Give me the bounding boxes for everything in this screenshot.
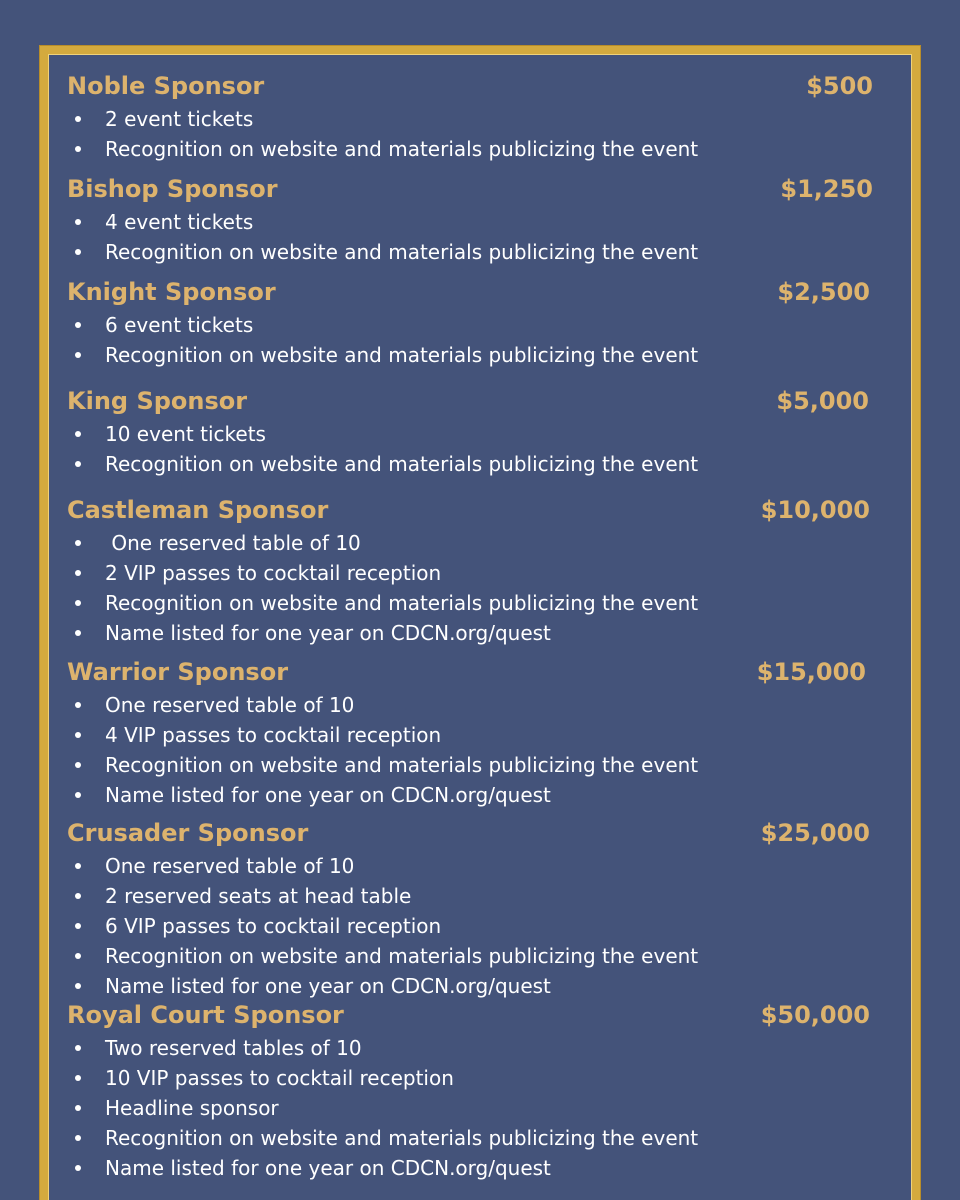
bullet-icon — [75, 762, 81, 768]
sponsor-tier — [67, 173, 873, 267]
benefit-text: Headline sponsor — [105, 1096, 279, 1120]
sponsor-tier — [67, 276, 873, 370]
benefit-text: Two reserved tables of 10 — [105, 1036, 362, 1060]
benefit-item — [67, 207, 873, 237]
sponsor-tier — [67, 817, 873, 1001]
bullet-icon — [75, 249, 81, 255]
benefit-item — [67, 720, 873, 750]
benefit-text: One reserved table of 10 — [105, 531, 361, 555]
bullet-icon — [75, 322, 81, 328]
tier-price: $1,250 — [780, 175, 873, 203]
bullet-icon — [75, 630, 81, 636]
benefit-text: 2 event tickets — [105, 107, 254, 131]
tier-header — [67, 494, 873, 528]
benefit-item — [67, 449, 873, 479]
tier-price: $5,000 — [776, 387, 869, 415]
sponsor-tier — [67, 385, 873, 479]
bullet-icon — [75, 1075, 81, 1081]
sponsor-tier — [67, 494, 873, 648]
tier-price: $50,000 — [760, 1001, 870, 1029]
bullet-icon — [75, 953, 81, 959]
benefit-list — [67, 1033, 873, 1183]
benefit-text: Name listed for one year on CDCN.org/quest — [105, 1156, 551, 1180]
benefit-text: Recognition on website and materials publicizing the event — [105, 753, 699, 777]
benefit-text: Recognition on website and materials publicizing the event — [105, 591, 699, 615]
benefit-text: Name listed for one year on CDCN.org/quest — [105, 974, 551, 998]
benefit-item — [67, 104, 873, 134]
benefit-text: Recognition on website and materials publicizing the event — [105, 137, 699, 161]
bullet-icon — [75, 1165, 81, 1171]
benefit-item — [67, 310, 873, 340]
benefit-item — [67, 941, 873, 971]
tier-price: $15,000 — [756, 658, 866, 686]
benefit-item — [67, 340, 873, 370]
benefit-text: Recognition on website and materials publicizing the event — [105, 240, 699, 264]
tier-header — [67, 276, 873, 310]
benefit-text: Recognition on website and materials publicizing the event — [105, 1126, 699, 1150]
bullet-icon — [75, 792, 81, 798]
benefit-item — [67, 1093, 873, 1123]
benefit-list — [67, 207, 873, 267]
benefit-text: 6 event tickets — [105, 313, 254, 337]
benefit-item — [67, 1033, 873, 1063]
bullet-icon — [75, 983, 81, 989]
benefit-text: 4 event tickets — [105, 210, 254, 234]
benefit-item — [67, 237, 873, 267]
bullet-icon — [75, 863, 81, 869]
tier-name: King Sponsor — [67, 387, 248, 415]
benefit-item — [67, 558, 873, 588]
benefit-item — [67, 588, 873, 618]
bullet-icon — [75, 431, 81, 437]
tier-price: $2,500 — [777, 278, 870, 306]
benefit-text: 2 VIP passes to cocktail reception — [105, 561, 442, 585]
benefit-text: 10 VIP passes to cocktail reception — [105, 1066, 454, 1090]
benefit-text: 2 reserved seats at head table — [105, 884, 412, 908]
benefit-item — [67, 419, 873, 449]
benefit-text: Recognition on website and materials publicizing the event — [105, 452, 699, 476]
bullet-icon — [75, 540, 81, 546]
sponsor-tier — [67, 656, 873, 810]
tier-name: Noble Sponsor — [67, 72, 265, 100]
tier-name: Knight Sponsor — [67, 278, 276, 306]
bullet-icon — [75, 116, 81, 122]
tier-name: Bishop Sponsor — [67, 175, 278, 203]
bullet-icon — [75, 1105, 81, 1111]
tier-name: Warrior Sponsor — [67, 658, 289, 686]
benefit-item — [67, 750, 873, 780]
benefit-text: 10 event tickets — [105, 422, 266, 446]
bullet-icon — [75, 1135, 81, 1141]
benefit-list — [67, 310, 873, 370]
sponsor-tier — [67, 70, 873, 164]
bullet-icon — [75, 893, 81, 899]
benefit-item — [67, 1123, 873, 1153]
benefit-item — [67, 780, 873, 810]
bullet-icon — [75, 1045, 81, 1051]
tier-header — [67, 385, 873, 419]
benefit-item — [67, 911, 873, 941]
bullet-icon — [75, 732, 81, 738]
tier-price: $10,000 — [760, 496, 870, 524]
benefit-item — [67, 881, 873, 911]
benefit-list — [67, 690, 873, 810]
benefit-item — [67, 618, 873, 648]
benefit-item — [67, 134, 873, 164]
benefit-item — [67, 1153, 873, 1183]
tier-price: $25,000 — [760, 819, 870, 847]
benefit-item — [67, 971, 873, 1001]
bullet-icon — [75, 600, 81, 606]
benefit-item — [67, 690, 873, 720]
bullet-icon — [75, 461, 81, 467]
bullet-icon — [75, 219, 81, 225]
tier-name: Royal Court Sponsor — [67, 1001, 344, 1029]
tier-header — [67, 70, 873, 104]
bullet-icon — [75, 923, 81, 929]
benefit-list — [67, 528, 873, 648]
tier-name: Crusader Sponsor — [67, 819, 309, 847]
tier-header — [67, 173, 873, 207]
bullet-icon — [75, 352, 81, 358]
benefit-list — [67, 851, 873, 1001]
benefit-item — [67, 528, 873, 558]
benefit-item — [67, 1063, 873, 1093]
bullet-icon — [75, 702, 81, 708]
benefit-text: 6 VIP passes to cocktail reception — [105, 914, 442, 938]
sponsor-tier — [67, 999, 873, 1183]
benefit-text: Recognition on website and materials publicizing the event — [105, 343, 699, 367]
benefit-text: 4 VIP passes to cocktail reception — [105, 723, 442, 747]
tier-header — [67, 656, 873, 690]
benefit-list — [67, 419, 873, 479]
benefit-item — [67, 851, 873, 881]
benefit-text: Recognition on website and materials publicizing the event — [105, 944, 699, 968]
tier-header — [67, 999, 873, 1033]
bullet-icon — [75, 570, 81, 576]
bullet-icon — [75, 146, 81, 152]
tier-price: $500 — [806, 72, 873, 100]
tier-name: Castleman Sponsor — [67, 496, 329, 524]
benefit-text: One reserved table of 10 — [105, 854, 355, 878]
benefit-text: Name listed for one year on CDCN.org/quest — [105, 783, 551, 807]
benefit-list — [67, 104, 873, 164]
benefit-text: Name listed for one year on CDCN.org/quest — [105, 621, 551, 645]
benefit-text: One reserved table of 10 — [105, 693, 355, 717]
tier-header — [67, 817, 873, 851]
